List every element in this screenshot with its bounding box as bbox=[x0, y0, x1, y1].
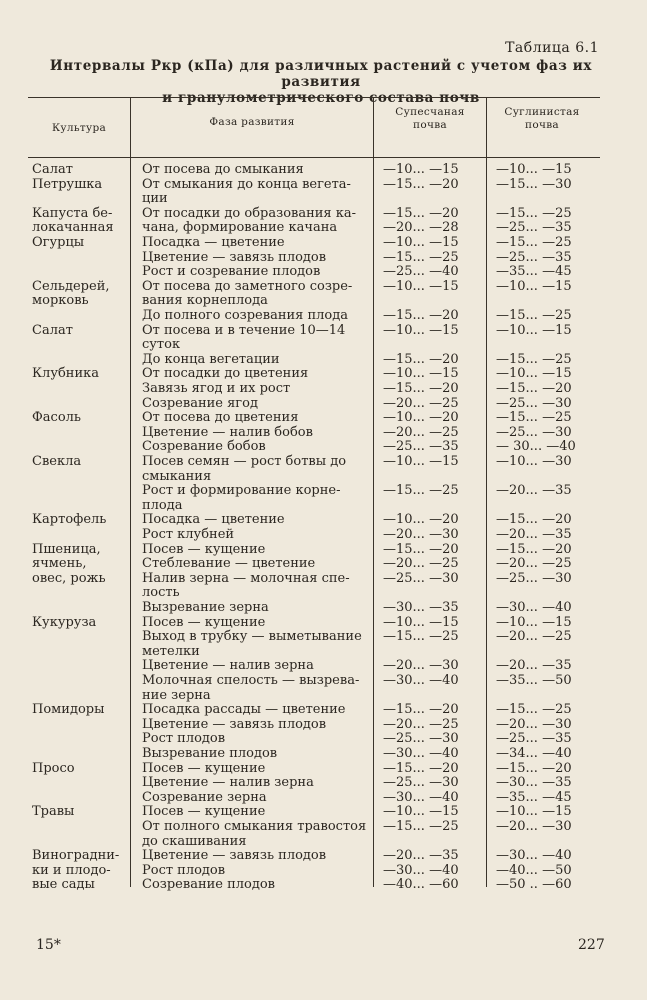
page-number: 227 bbox=[578, 937, 605, 953]
table-cell-phase: От посадки до цветения bbox=[142, 366, 309, 382]
table-cell-sandy: —15... —25 bbox=[383, 629, 459, 645]
table-cell-phase: смыкания bbox=[142, 468, 212, 484]
table-cell-loamy: —15... —20 bbox=[496, 760, 572, 776]
table-cell-sandy: —30... —40 bbox=[383, 746, 459, 761]
table-cell-crop: Салат bbox=[32, 162, 73, 177]
table-cell-sandy: —10... —15 bbox=[383, 162, 459, 177]
table-cell-sandy: —15... —20 bbox=[383, 308, 459, 323]
table-cell-phase: Вызревание плодов bbox=[142, 746, 278, 761]
table-cell-crop: Кукуруза bbox=[32, 614, 97, 630]
table-cell-loamy: —15... —25 bbox=[496, 308, 572, 323]
table-cell-sandy: —15... —20 bbox=[383, 702, 459, 718]
table-cell-crop: локачанная bbox=[32, 220, 114, 236]
table-cell-phase: Посев — кущение bbox=[142, 541, 266, 557]
table-cell-phase: Цветение — завязь плодов bbox=[142, 716, 327, 732]
table-cell-loamy: —25... —35 bbox=[496, 249, 572, 265]
column-divider-1 bbox=[130, 97, 131, 887]
table-cell-phase: Посев — кущение bbox=[142, 614, 266, 630]
table-cell-sandy: —15... —20 bbox=[383, 176, 459, 192]
table-cell-sandy: —10... —15 bbox=[383, 235, 459, 250]
table-cell-loamy: —10... —15 bbox=[496, 162, 572, 177]
table-cell-phase: Созревание бобов bbox=[142, 439, 266, 455]
table-cell-phase: Рост и формирование корне- bbox=[142, 483, 341, 499]
table-cell-sandy: —15... —20 bbox=[383, 541, 459, 557]
table-cell-loamy: —15... —25 bbox=[496, 351, 572, 367]
table-cell-sandy: —30... —35 bbox=[383, 600, 459, 615]
table-cell-loamy: —10... —15 bbox=[496, 322, 572, 338]
table-cell-loamy: —15... —25 bbox=[496, 702, 572, 718]
table-cell-phase: плода bbox=[142, 497, 183, 513]
table-cell-phase: От посадки до образования ка- bbox=[142, 205, 357, 221]
table-cell-sandy: —15... —25 bbox=[383, 819, 459, 834]
table-cell-sandy: —20... —30 bbox=[383, 658, 459, 674]
table-cell-sandy: —15... —20 bbox=[383, 351, 459, 367]
table-cell-loamy: —35... —45 bbox=[496, 789, 572, 805]
table-cell-phase: метелки bbox=[142, 643, 200, 659]
table-cell-phase: чана, формирование качана bbox=[142, 220, 338, 236]
table-cell-sandy: —25... —30 bbox=[383, 775, 459, 791]
table-cell-loamy: — 30... —40 bbox=[496, 439, 576, 455]
table-cell-loamy: —15... —20 bbox=[496, 381, 572, 396]
table-cell-sandy: —10... —15 bbox=[383, 804, 459, 820]
table-cell-loamy: —20... —30 bbox=[496, 716, 572, 732]
table-cell-sandy: —25... —30 bbox=[383, 731, 459, 747]
table-cell-loamy: —25... —30 bbox=[496, 395, 572, 411]
table-cell-crop: Клубника bbox=[32, 366, 99, 382]
table-cell-phase: Посев семян — рост ботвы до bbox=[142, 454, 347, 469]
table-cell-phase: От посева до цветения bbox=[142, 410, 299, 426]
table-cell-phase: Цветение — завязь плодов bbox=[142, 848, 327, 864]
table-cell-loamy: —30... —40 bbox=[496, 600, 572, 615]
table-cell-crop: Огурцы bbox=[32, 235, 85, 250]
table-cell-loamy: —40... —50 bbox=[496, 862, 572, 878]
table-cell-sandy: —25... —40 bbox=[383, 264, 459, 280]
table-cell-sandy: —20... —30 bbox=[383, 527, 459, 542]
table-cell-phase: До конца вегетации bbox=[142, 351, 280, 367]
table-cell-loamy: —20... —35 bbox=[496, 527, 572, 542]
table-cell-crop: ки и плодо- bbox=[32, 862, 111, 878]
table-cell-crop: Сельдерей, bbox=[32, 278, 110, 294]
table-top-rule bbox=[28, 97, 600, 98]
table-cell-crop: овес, рожь bbox=[32, 570, 106, 586]
header-loamy-soil: Суглинистая почва bbox=[504, 106, 580, 131]
table-cell-sandy: —20... —25 bbox=[383, 424, 459, 440]
table-cell-loamy: —10... —30 bbox=[496, 454, 572, 469]
table-cell-loamy: —15... —30 bbox=[496, 176, 572, 192]
table-cell-loamy: —15... —25 bbox=[496, 235, 572, 250]
table-cell-phase: вания корнеплода bbox=[142, 293, 268, 309]
table-title bbox=[36, 58, 606, 106]
table-cell-loamy: —25... —35 bbox=[496, 220, 572, 236]
table-cell-crop: Фасоль bbox=[32, 410, 81, 426]
table-cell-crop: Капуста бе- bbox=[32, 205, 113, 221]
table-cell-loamy: —10... —15 bbox=[496, 366, 572, 382]
table-cell-phase: суток bbox=[142, 337, 181, 353]
table-cell-loamy: —34... —40 bbox=[496, 746, 572, 761]
table-cell-loamy: —20... —35 bbox=[496, 483, 572, 499]
table-cell-sandy: —15... —20 bbox=[383, 760, 459, 776]
table-cell-phase: Цветение — налив зерна bbox=[142, 775, 314, 791]
table-cell-loamy: —15... —20 bbox=[496, 541, 572, 557]
table-cell-crop: вые сады bbox=[32, 877, 95, 893]
table-cell-loamy: —20... —25 bbox=[496, 629, 572, 645]
table-cell-sandy: —10... —20 bbox=[383, 512, 459, 528]
table-cell-phase: лость bbox=[142, 585, 180, 601]
table-cell-loamy: —10... —15 bbox=[496, 278, 572, 294]
column-divider-2 bbox=[373, 97, 374, 887]
table-title-line1: Интервалы Pкр (кПа) для различных растений с учетом фаз их развития bbox=[49, 58, 593, 90]
table-cell-phase: От смыкания до конца вегета- bbox=[142, 176, 351, 192]
table-cell-phase: Созревание зерна bbox=[142, 789, 267, 805]
table-cell-crop: Петрушка bbox=[32, 176, 103, 192]
table-cell-sandy: —10... —15 bbox=[383, 322, 459, 338]
table-label: Таблица 6.1 bbox=[505, 40, 599, 56]
table-cell-phase: Созревание плодов bbox=[142, 877, 276, 893]
table-cell-phase: до скашивания bbox=[142, 833, 247, 849]
table-cell-sandy: —15... —25 bbox=[383, 249, 459, 265]
table-cell-phase: Цветение — завязь плодов bbox=[142, 249, 327, 265]
table-cell-crop: Картофель bbox=[32, 512, 107, 528]
table-cell-crop: Пшеница, bbox=[32, 541, 101, 557]
table-cell-loamy: —20... —25 bbox=[496, 556, 572, 572]
table-cell-loamy: —10... —15 bbox=[496, 804, 572, 820]
table-cell-loamy: —50 .. —60 bbox=[496, 877, 572, 893]
table-cell-phase: Завязь ягод и их рост bbox=[142, 381, 291, 396]
table-cell-loamy: —15... —25 bbox=[496, 410, 572, 426]
table-cell-loamy: —15... —25 bbox=[496, 205, 572, 221]
table-cell-sandy: —25... —30 bbox=[383, 570, 459, 586]
table-cell-phase: До полного созревания плода bbox=[142, 308, 348, 323]
table-cell-phase: От посева до заметного созре- bbox=[142, 278, 353, 294]
table-cell-sandy: —10... —15 bbox=[383, 614, 459, 630]
table-title-line2: и гранулометрического состава почв bbox=[162, 90, 480, 106]
table-cell-loamy: —25... —30 bbox=[496, 424, 572, 440]
table-cell-sandy: —20... —25 bbox=[383, 556, 459, 572]
table-cell-loamy: —20... —35 bbox=[496, 658, 572, 674]
table-cell-phase: От полного смыкания травостоя bbox=[142, 819, 367, 834]
table-cell-loamy: —25... —30 bbox=[496, 570, 572, 586]
table-cell-phase: Посев — кущение bbox=[142, 760, 266, 776]
table-cell-phase: От посева и в течение 10—14 bbox=[142, 322, 346, 338]
table-cell-sandy: —25... —35 bbox=[383, 439, 459, 455]
table-cell-loamy: —30... —35 bbox=[496, 775, 572, 791]
header-phase: Фаза развития bbox=[209, 116, 295, 128]
table-cell-loamy: —15... —20 bbox=[496, 512, 572, 528]
table-cell-crop: Травы bbox=[32, 804, 75, 820]
table-cell-sandy: —30... —40 bbox=[383, 789, 459, 805]
table-cell-phase: Налив зерна — молочная спе- bbox=[142, 570, 350, 586]
table-cell-sandy: —40... —60 bbox=[383, 877, 459, 893]
table-cell-phase: Рост клубней bbox=[142, 527, 235, 542]
table-cell-sandy: —15... —20 bbox=[383, 381, 459, 396]
signature-mark: 15* bbox=[36, 937, 61, 953]
table-cell-phase: ние зерна bbox=[142, 687, 211, 703]
table-cell-crop: Просо bbox=[32, 760, 75, 776]
table-cell-sandy: —15... —25 bbox=[383, 483, 459, 499]
table-cell-loamy: —30... —40 bbox=[496, 848, 572, 864]
table-cell-sandy: —10... —20 bbox=[383, 410, 459, 426]
table-cell-phase: От посева до смыкания bbox=[142, 162, 304, 177]
table-cell-sandy: —20... —35 bbox=[383, 848, 459, 864]
table-cell-sandy: —10... —15 bbox=[383, 454, 459, 469]
table-cell-phase: Стеблевание — цветение bbox=[142, 556, 316, 572]
table-cell-phase: ции bbox=[142, 191, 168, 207]
table-cell-crop: морковь bbox=[32, 293, 89, 309]
column-divider-3 bbox=[486, 97, 487, 887]
table-cell-crop: ячмень, bbox=[32, 556, 87, 572]
table-cell-phase: Выход в трубку — выметывание bbox=[142, 629, 362, 645]
table-cell-crop: Салат bbox=[32, 322, 73, 338]
table-cell-sandy: —10... —15 bbox=[383, 278, 459, 294]
table-cell-sandy: —20... —25 bbox=[383, 395, 459, 411]
table-cell-crop: Виноградни- bbox=[32, 848, 120, 864]
table-cell-phase: Рост плодов bbox=[142, 731, 226, 747]
table-cell-sandy: —10... —15 bbox=[383, 366, 459, 382]
table-cell-phase: Вызревание зерна bbox=[142, 600, 269, 615]
table-cell-crop: Свекла bbox=[32, 454, 82, 469]
table-cell-sandy: —30... —40 bbox=[383, 673, 459, 688]
table-cell-loamy: —35... —45 bbox=[496, 264, 572, 280]
table-cell-loamy: —25... —35 bbox=[496, 731, 572, 747]
table-cell-phase: Рост плодов bbox=[142, 862, 226, 878]
table-cell-sandy: —20... —28 bbox=[383, 220, 459, 236]
table-cell-phase: Посадка — цветение bbox=[142, 235, 285, 250]
table-cell-loamy: —10... —15 bbox=[496, 614, 572, 630]
table-cell-loamy: —35... —50 bbox=[496, 673, 572, 688]
table-cell-crop: Помидоры bbox=[32, 702, 105, 718]
table-cell-phase: Посадка рассады — цветение bbox=[142, 702, 346, 718]
table-cell-phase: Посадка — цветение bbox=[142, 512, 285, 528]
header-crop: Культура bbox=[51, 122, 107, 134]
table-cell-sandy: —15... —20 bbox=[383, 205, 459, 221]
header-sandy-soil: Супесчаная почва bbox=[395, 106, 465, 131]
table-cell-phase: Посев — кущение bbox=[142, 804, 266, 820]
table-cell-loamy: —20... —30 bbox=[496, 819, 572, 834]
table-cell-phase: Рост и созревание плодов bbox=[142, 264, 321, 280]
table-cell-phase: Созревание ягод bbox=[142, 395, 258, 411]
table-cell-phase: Цветение — налив зерна bbox=[142, 658, 314, 674]
table-cell-phase: Молочная спелость — вызрева- bbox=[142, 673, 360, 688]
table-cell-sandy: —20... —25 bbox=[383, 716, 459, 732]
header-bottom-rule bbox=[28, 157, 600, 158]
table-cell-phase: Цветение — налив бобов bbox=[142, 424, 313, 440]
table-cell-sandy: —30... —40 bbox=[383, 862, 459, 878]
